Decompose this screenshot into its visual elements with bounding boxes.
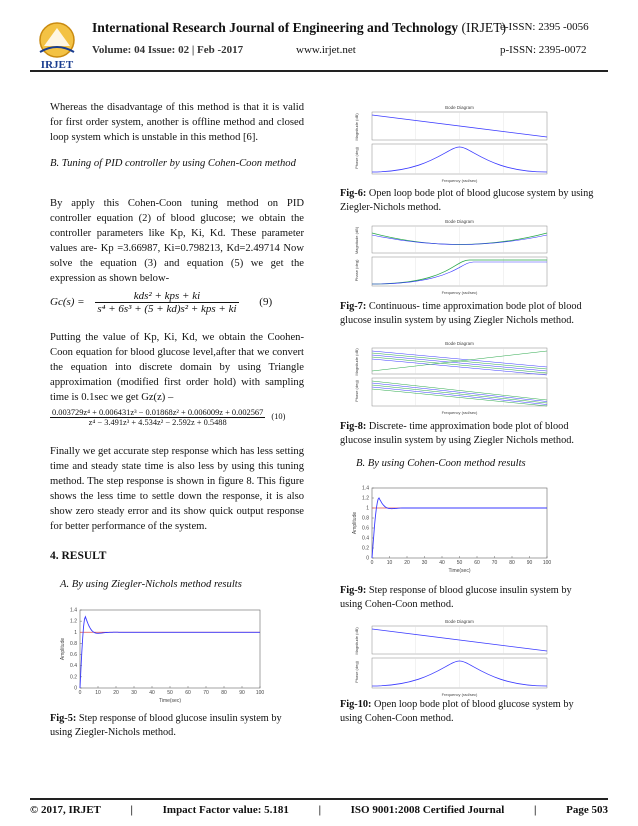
- fig9-text: Step response of blood glucose insulin system by using Cohen-Coon method.: [340, 585, 572, 610]
- y-tick-label: 0.8: [362, 515, 369, 522]
- result-heading: 4. RESULT: [50, 550, 107, 562]
- bode-title: Bode Diagram: [445, 219, 474, 224]
- fig9-label: Fig-9:: [340, 585, 367, 596]
- subsection-cohen-coon: B. Tuning of PID controller by using Cohen-Coon method: [50, 158, 296, 169]
- paragraph-parameters: By apply this Cohen-Coon tuning method on PID controller equation (2) of blood glucose; we obtain the controller parameters like Kp, Ki, Kd. These parameter values are- Kp =3.66987, Ki=0.798213, Kd=2.49714 Now solve the equation (3) and equation (5) we get the expression as shown below-: [50, 198, 304, 284]
- fig9-caption: [340, 584, 594, 611]
- y-tick-label: 0.6: [70, 652, 77, 659]
- y-tick-label: 0.4: [70, 663, 77, 670]
- footer-sep-3: |: [534, 804, 537, 816]
- x-tick-label: 90: [526, 560, 533, 566]
- eq9-number: (9): [259, 296, 273, 309]
- footer-sep-2: |: [318, 804, 321, 816]
- journal-abbr: (IRJET): [461, 20, 507, 35]
- x-tick-label: 100: [255, 690, 265, 696]
- logo-text: IRJET: [40, 59, 74, 71]
- y-tick-label: 1.4: [70, 607, 77, 614]
- magnitude-axis-label: Magnitude (dB): [354, 113, 359, 141]
- phase-axis-label: Phase (deg): [354, 380, 359, 402]
- subsection-cohen-coon-results: B. By using Cohen-Coon method results: [356, 458, 526, 469]
- fig10-label: Fig-10:: [340, 699, 372, 710]
- bode-x-label: Frequency (rad/sec): [441, 692, 478, 697]
- x-tick-label: 90: [239, 690, 245, 696]
- paragraph-coohen-coon: Putting the value of Kp, Ki, Kd, we obtain the Coohen-Coon equation for blood glucose level,after that we convert the equation into discrete domain by using Triangle approximation (modified first order hold) with sampling time is 0.1sec we get Gz(z) –: [50, 332, 304, 403]
- fig6-text: Open loop bode plot of blood glucose system by using Ziegler-Nichols method.: [340, 188, 594, 213]
- bode-x-label: Frequency (rad/sec): [441, 178, 478, 183]
- fig8-caption: [340, 420, 594, 447]
- y-tick-label: 1.4: [362, 485, 369, 492]
- magnitude-axis-label: Magnitude (dB): [354, 226, 359, 255]
- fig8-text: Discrete- time approximation bode plot of blood glucose insulin system by using Ziegler Nichols method.: [340, 421, 574, 446]
- y-axis-label: Amplitude: [60, 637, 66, 661]
- fig6-label: Fig-6:: [340, 188, 367, 199]
- paragraph-disadvantage: Whereas the disadvantage of this method is that it is valid for first order system, another is offline method and closed loop system which is unstable in this method [6].: [50, 102, 304, 143]
- fig6-caption: [340, 187, 594, 214]
- x-tick-label: 70: [491, 560, 498, 566]
- y-tick-label: 0.4: [362, 535, 369, 542]
- y-tick-label: 0.2: [362, 545, 369, 552]
- y-tick-label: 1: [366, 505, 369, 512]
- x-tick-label: 70: [203, 690, 209, 696]
- fig6-bode-plot: [350, 104, 555, 184]
- x-axis-label: Time(sec): [448, 568, 471, 574]
- y-tick-label: 0: [74, 685, 77, 692]
- footer-iso: ISO 9001:2008 Certified Journal: [350, 804, 505, 816]
- x-tick-label: 80: [221, 690, 227, 696]
- plot-frame: [372, 488, 547, 558]
- pissn: p-ISSN: 2395-0072: [500, 44, 587, 56]
- eq10-denominator: z⁴ − 3.491z³ + 4.534z² − 2.592z + 0.5488: [88, 418, 227, 427]
- x-tick-label: 30: [421, 560, 428, 566]
- x-tick-label: 40: [439, 560, 445, 566]
- bode-title: Bode Diagram: [445, 619, 474, 624]
- fig5-caption: [50, 712, 304, 739]
- x-tick-label: 60: [185, 690, 191, 696]
- fig5-text: Step response of blood glucose insulin system by using Ziegler-Nichols method.: [50, 713, 282, 738]
- volume-issue: Volume: 04 Issue: 02 | Feb -2017: [92, 44, 244, 56]
- equation-10: [50, 408, 304, 427]
- y-tick-label: 0.2: [70, 674, 77, 681]
- footer-page: Page 503: [566, 804, 608, 816]
- eq10-number: (10): [271, 412, 286, 422]
- journal-name: International Research Journal of Engineering and Technology: [92, 20, 459, 35]
- eissn: e-ISSN: 2395 -0056: [500, 21, 589, 33]
- fig7-label: Fig-7:: [340, 301, 367, 312]
- journal-title: [92, 20, 506, 36]
- fig7-text: Continuous- time approximation bode plot of blood glucose insulin system by using Ziegler Nichols method.: [340, 301, 582, 326]
- subsection-ziegler: A. By using Ziegler-Nichols method results: [60, 579, 242, 590]
- fig5-label: Fig-5:: [50, 713, 77, 724]
- phase-axis-label: Phase (deg): [354, 147, 359, 169]
- bode-x-label: Frequency (rad/sec): [441, 290, 478, 295]
- bode-title: Bode Diagram: [445, 105, 474, 110]
- fig7-bode-plot: [350, 218, 555, 296]
- x-axis-label: Time(sec): [158, 698, 182, 704]
- plot-frame: [80, 610, 260, 688]
- header-rule: [30, 70, 608, 72]
- x-tick-label: 0: [370, 560, 374, 566]
- magnitude-axis-label: Magnitude (dB): [354, 348, 359, 376]
- phase-axis-label: Phase (deg): [354, 259, 359, 282]
- x-tick-label: 50: [456, 560, 463, 566]
- eq9-numerator: kds² + kps + ki: [95, 290, 238, 303]
- bode-x-label: Frequency (rad/sec): [441, 410, 478, 415]
- y-tick-label: 1.2: [362, 495, 369, 502]
- x-tick-label: 30: [131, 690, 137, 696]
- x-tick-label: 10: [95, 690, 101, 696]
- x-tick-label: 0: [78, 690, 82, 696]
- fig10-bode-plot: [350, 618, 555, 698]
- footer-sep-1: |: [130, 804, 133, 816]
- footer-impact: Impact Factor value: 5.181: [162, 804, 289, 816]
- fig10-text: Open loop bode plot of blood glucose system by using Cohen-Coon method.: [340, 699, 574, 724]
- website-link[interactable]: www.irjet.net: [296, 44, 356, 56]
- magnitude-axis-label: Magnitude (dB): [354, 627, 359, 655]
- footer-copyright: © 2017, IRJET: [30, 804, 101, 816]
- y-tick-label: 1: [74, 629, 77, 636]
- x-tick-label: 100: [542, 560, 552, 566]
- fig8-bode-plot: [350, 340, 555, 416]
- fig5-step-plot: [58, 604, 268, 704]
- eq9-lhs: Gc(s) =: [50, 296, 85, 309]
- y-tick-label: 0.6: [362, 525, 369, 532]
- fig9-step-plot: [350, 482, 555, 574]
- bode-title: Bode Diagram: [445, 341, 474, 346]
- step-response-line: [372, 498, 547, 558]
- equation-9: [50, 290, 304, 315]
- y-tick-label: 1.2: [70, 618, 77, 625]
- y-tick-label: 0: [366, 555, 369, 562]
- phase-axis-label: Phase (deg): [354, 661, 359, 683]
- step-response-line: [80, 617, 260, 688]
- x-tick-label: 80: [509, 560, 515, 566]
- footer: [30, 804, 608, 816]
- paragraph-step-response: Finally we get accurate step response which has less setting time and steady state time is also less by using this tuning method. The step response is shown in figure 8. This figure shows the less time to settle down the response, it is also show zero steady error and its show quick output response for better performance of the system.: [50, 446, 304, 532]
- y-axis-label: Amplitude: [352, 511, 358, 535]
- footer-rule: [30, 798, 608, 800]
- x-tick-label: 50: [167, 690, 173, 696]
- fig7-caption: [340, 300, 594, 327]
- eq9-denominator: s⁴ + 6s³ + (5 + kd)s² + kps + ki: [97, 303, 237, 315]
- x-tick-label: 40: [149, 690, 155, 696]
- x-tick-label: 20: [404, 560, 410, 566]
- fig8-label: Fig-8:: [340, 421, 367, 432]
- fig10-caption: [340, 698, 594, 725]
- y-tick-label: 0.8: [70, 640, 77, 647]
- irjet-logo: [30, 20, 84, 72]
- x-tick-label: 60: [474, 560, 480, 566]
- x-tick-label: 10: [386, 560, 393, 566]
- eq10-numerator: 0.003729z⁴ + 0.006431z³ − 0.01868z² + 0.006009z + 0.002567: [52, 408, 264, 417]
- x-tick-label: 20: [113, 690, 119, 696]
